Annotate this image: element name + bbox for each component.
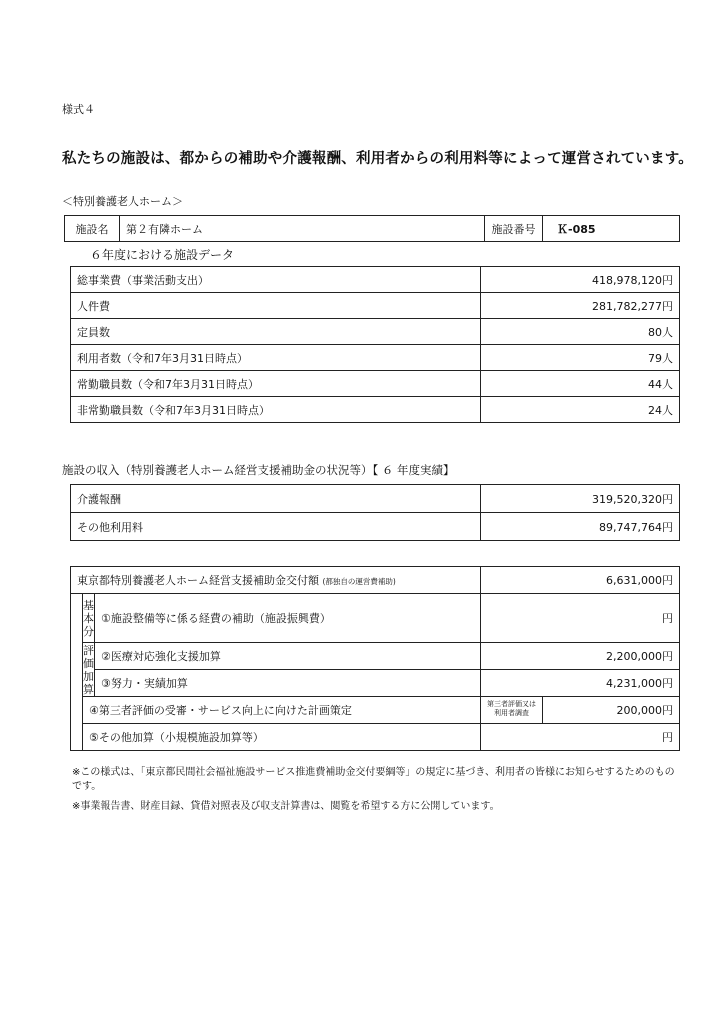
data-title: ６年度における施設データ xyxy=(90,248,235,262)
facility-name-label: 施設名 xyxy=(65,216,120,242)
subsidy-table xyxy=(70,566,680,751)
data-value: 281,782,277円 xyxy=(481,293,680,319)
data-value: 44人 xyxy=(481,371,680,397)
subsidy-item-row xyxy=(71,697,680,724)
income-label: 介護報酬 xyxy=(71,485,481,513)
subsidy-item-value: 2,200,000円 xyxy=(481,643,680,670)
table-row xyxy=(71,293,680,319)
subsidy-item-value: 円 xyxy=(481,594,680,643)
data-label: 利用者数（令和7年3月31日時点） xyxy=(71,345,481,371)
section-caption: ＜特別養護老人ホーム＞ xyxy=(62,195,183,208)
table-row xyxy=(71,397,680,423)
facility-data-table xyxy=(70,266,680,423)
data-value: 24人 xyxy=(481,397,680,423)
income-value: 89,747,764円 xyxy=(481,513,680,541)
subsidy-item-value: 200,000円 xyxy=(616,704,673,717)
subsidy-item-label: ①施設整備等に係る経費の補助（施設振興費） xyxy=(95,594,481,643)
income-value: 319,520,320円 xyxy=(481,485,680,513)
data-label: 総事業費（事業活動支出） xyxy=(71,267,481,293)
table-row xyxy=(71,319,680,345)
data-label: 非常勤職員数（令和7年3月31日時点） xyxy=(71,397,481,423)
subsidy-total-sub: (都独自の運営費補助) xyxy=(322,577,396,586)
income-label: その他利用料 xyxy=(71,513,481,541)
subsidy-total-row xyxy=(71,567,680,594)
subsidy-indent-cell xyxy=(71,594,83,751)
subsidy-item-value-cell xyxy=(481,697,680,724)
subsidy-total-label-cell xyxy=(71,567,481,594)
footnote-disclosure: ※事業報告書、財産目録、貸借対照表及び収支計算書は、閲覧を希望する方に公開しています。 xyxy=(72,801,500,812)
facility-name-value: 第２有隣ホーム xyxy=(120,216,485,242)
income-title: 施設の収入（特別養護老人ホーム経営支援補助金の状況等）【 ６ 年度実績】 xyxy=(62,463,455,477)
subsidy-item-value: 円 xyxy=(481,724,680,751)
data-value: 418,978,120円 xyxy=(481,267,680,293)
facility-number-label: 施設番号 xyxy=(485,216,543,242)
subsidy-item-row xyxy=(71,724,680,751)
table-row xyxy=(71,371,680,397)
data-label: 人件費 xyxy=(71,293,481,319)
table-row xyxy=(71,267,680,293)
subsidy-item-label: ⑤その他加算（小規模施設加算等） xyxy=(83,724,481,751)
subsidy-total-value: 6,631,000円 xyxy=(481,567,680,594)
data-label: 定員数 xyxy=(71,319,481,345)
facility-number-value: Ｋ-085 xyxy=(543,216,680,242)
basic-group-label: 基 本 分 xyxy=(83,594,95,643)
headline: 私たちの施設は、都からの補助や介護報酬、利用者からの利用料等によって運営されています。 xyxy=(62,151,693,167)
eval-group-label: 評 価 加 算 xyxy=(83,643,94,696)
income-table xyxy=(70,484,680,541)
data-label: 常勤職員数（令和7年3月31日時点） xyxy=(71,371,481,397)
facility-row xyxy=(65,216,680,242)
footnote-purpose: ※この様式は、「東京都民間社会福祉施設サービス推進費補助金交付要綱等」の規定に基づき、利用者の皆様にお知らせするためのものです。 xyxy=(72,767,675,792)
table-row xyxy=(71,513,680,541)
subsidy-item-row xyxy=(71,594,680,643)
table-row xyxy=(71,345,680,371)
subsidy-item-label: ④第三者評価の受審・サービス向上に向けた計画策定 xyxy=(83,697,481,724)
data-value: 79人 xyxy=(481,345,680,371)
data-value: 80人 xyxy=(481,319,680,345)
subsidy-item-label: ③努力・実績加算 xyxy=(95,670,481,697)
subsidy-item-value: 4,231,000円 xyxy=(481,670,680,697)
subsidy-total-label: 東京都特別養護老人ホーム経営支援補助金交付額 xyxy=(77,574,319,587)
facility-table xyxy=(64,215,680,242)
subsidy-item-label: ②医療対応強化支援加算 xyxy=(95,643,481,670)
form-label: 様式４ xyxy=(62,103,95,116)
third-party-eval-note: 第三者評価又は 利用者調査 xyxy=(481,697,543,723)
subsidy-item-row xyxy=(71,670,680,697)
subsidy-item-row xyxy=(71,643,680,670)
table-row xyxy=(71,485,680,513)
